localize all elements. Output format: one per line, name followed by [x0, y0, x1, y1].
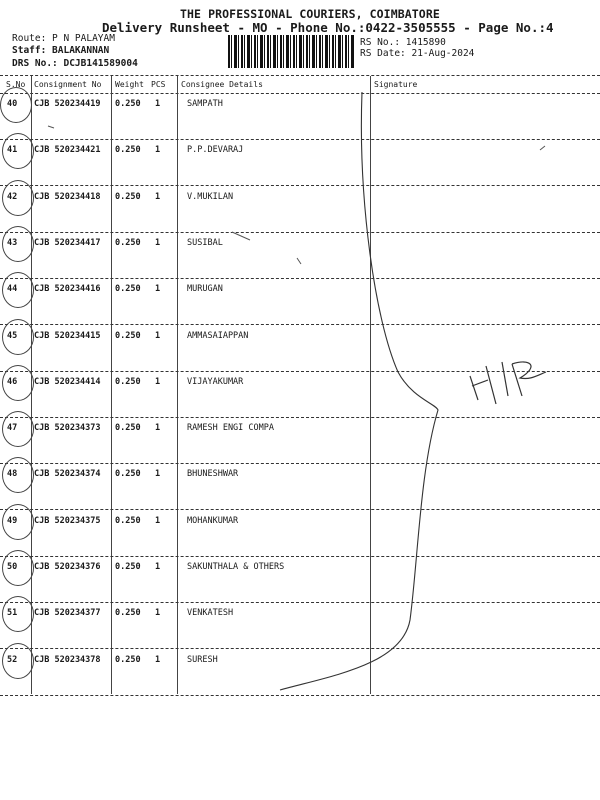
circled-mark: [2, 550, 34, 586]
row-rule: [0, 185, 600, 186]
weight-value: 0.250: [115, 423, 141, 434]
row-rule: [0, 602, 600, 603]
serial-number: 44: [7, 284, 18, 295]
col-pcs: PCS: [151, 80, 166, 89]
row-rule: [0, 463, 600, 464]
row-rule: [0, 324, 600, 325]
circled-mark: [2, 226, 34, 262]
consignment-number: CJB 520234414: [34, 376, 101, 387]
consignee-name: SAKUNTHALA & OTHERS: [187, 562, 285, 572]
col-sno: S.No: [6, 80, 26, 89]
weight-value: 0.250: [115, 562, 141, 572]
rs-number: RS No.: 1415890: [360, 37, 446, 48]
circled-mark: [0, 87, 32, 123]
weight-value: 0.250: [115, 330, 141, 341]
serial-number: 52: [7, 654, 18, 665]
col-signature: Signature: [374, 80, 418, 89]
circled-mark: [2, 365, 34, 401]
circled-mark: [2, 180, 34, 216]
consignee-name: SUSIBAL: [187, 237, 223, 248]
circled-mark: [2, 596, 34, 632]
serial-number: 47: [7, 423, 18, 434]
circled-mark: [2, 133, 34, 169]
weight-value: 0.250: [115, 191, 141, 202]
consignee-name: MURUGAN: [187, 284, 223, 295]
pieces-count: 1: [155, 562, 161, 572]
circled-mark: [2, 504, 34, 540]
serial-number: 46: [7, 376, 18, 387]
consignment-number: CJB 520234378: [34, 654, 101, 665]
serial-number: 48: [7, 469, 18, 480]
pieces-count: 1: [155, 237, 161, 248]
weight-value: 0.250: [115, 608, 141, 619]
weight-value: 0.250: [115, 99, 141, 109]
pieces-count: 1: [155, 423, 161, 434]
consignment-number: CJB 520234421: [34, 145, 101, 156]
circled-mark: [2, 272, 34, 308]
row-rule: [0, 509, 600, 510]
runsheet-title: Delivery Runsheet - MO - Phone No.:0422-3505555 - Page No.:4: [102, 20, 554, 35]
row-rule: [0, 556, 600, 557]
pieces-count: 1: [155, 145, 161, 156]
serial-number: 45: [7, 330, 18, 341]
row-rule: [0, 695, 600, 696]
pieces-count: 1: [155, 376, 161, 387]
row-rule: [0, 232, 600, 233]
consignment-number: CJB 520234419: [34, 99, 101, 109]
header-rule: [0, 75, 600, 76]
weight-value: 0.250: [115, 654, 141, 665]
pieces-count: 1: [155, 654, 161, 665]
serial-number: 43: [7, 237, 18, 248]
pieces-count: 1: [155, 284, 161, 295]
pieces-count: 1: [155, 191, 161, 202]
row-rule: [0, 648, 600, 649]
route-label: Route: P N PALAYAM: [12, 33, 115, 44]
consignment-number: CJB 520234375: [34, 515, 101, 526]
col-weight: Weight: [115, 80, 144, 89]
weight-value: 0.250: [115, 237, 141, 248]
company-title: THE PROFESSIONAL COURIERS, COIMBATORE: [180, 7, 440, 21]
consignee-name: AMMASAIAPPAN: [187, 330, 249, 341]
columns-rule: [0, 93, 600, 94]
weight-value: 0.250: [115, 515, 141, 526]
circled-mark: [2, 643, 34, 679]
consignment-number: CJB 520234415: [34, 330, 101, 341]
consignee-name: RAMESH ENGI COMPA: [187, 423, 274, 434]
col-consignment: Consignment No: [34, 80, 102, 89]
weight-value: 0.250: [115, 469, 141, 480]
weight-value: 0.250: [115, 145, 141, 156]
row-rule: [0, 278, 600, 279]
col-consignee: Consignee Details: [181, 80, 263, 89]
staff-label: Staff: BALAKANNAN: [12, 45, 110, 56]
consignment-number: CJB 520234376: [34, 562, 101, 572]
consignee-name: VIJAYAKUMAR: [187, 376, 244, 387]
serial-number: 41: [7, 145, 18, 156]
consignee-name: V.MUKILAN: [187, 191, 234, 202]
serial-number: 51: [7, 608, 18, 619]
circled-mark: [2, 319, 34, 355]
serial-number: 42: [7, 191, 18, 202]
serial-number: 40: [7, 99, 18, 109]
consignee-name: SURESH: [187, 654, 218, 665]
pieces-count: 1: [155, 330, 161, 341]
consignment-number: CJB 520234417: [34, 237, 101, 248]
row-rule: [0, 417, 600, 418]
circled-mark: [2, 457, 34, 493]
rs-date: RS Date: 21-Aug-2024: [360, 48, 475, 59]
pieces-count: 1: [155, 608, 161, 619]
consignee-name: P.P.DEVARAJ: [187, 145, 244, 156]
consignee-name: MOHANKUMAR: [187, 515, 239, 526]
row-rule: [0, 371, 600, 372]
serial-number: 49: [7, 515, 18, 526]
barcode-image: [228, 35, 354, 68]
serial-number: 50: [7, 562, 18, 572]
consignment-number: CJB 520234373: [34, 423, 101, 434]
weight-value: 0.250: [115, 284, 141, 295]
pieces-count: 1: [155, 515, 161, 526]
consignee-name: SAMPATH: [187, 99, 223, 109]
consignee-name: VENKATESH: [187, 608, 234, 619]
drs-number: DRS No.: DCJB141589004: [12, 58, 138, 69]
consignment-number: CJB 520234374: [34, 469, 101, 480]
consignment-number: CJB 520234416: [34, 284, 101, 295]
consignee-name: BHUNESHWAR: [187, 469, 239, 480]
pieces-count: 1: [155, 469, 161, 480]
circled-mark: [2, 411, 34, 447]
pieces-count: 1: [155, 99, 161, 109]
consignment-number: CJB 520234418: [34, 191, 101, 202]
weight-value: 0.250: [115, 376, 141, 387]
row-rule: [0, 139, 600, 140]
consignment-number: CJB 520234377: [34, 608, 101, 619]
